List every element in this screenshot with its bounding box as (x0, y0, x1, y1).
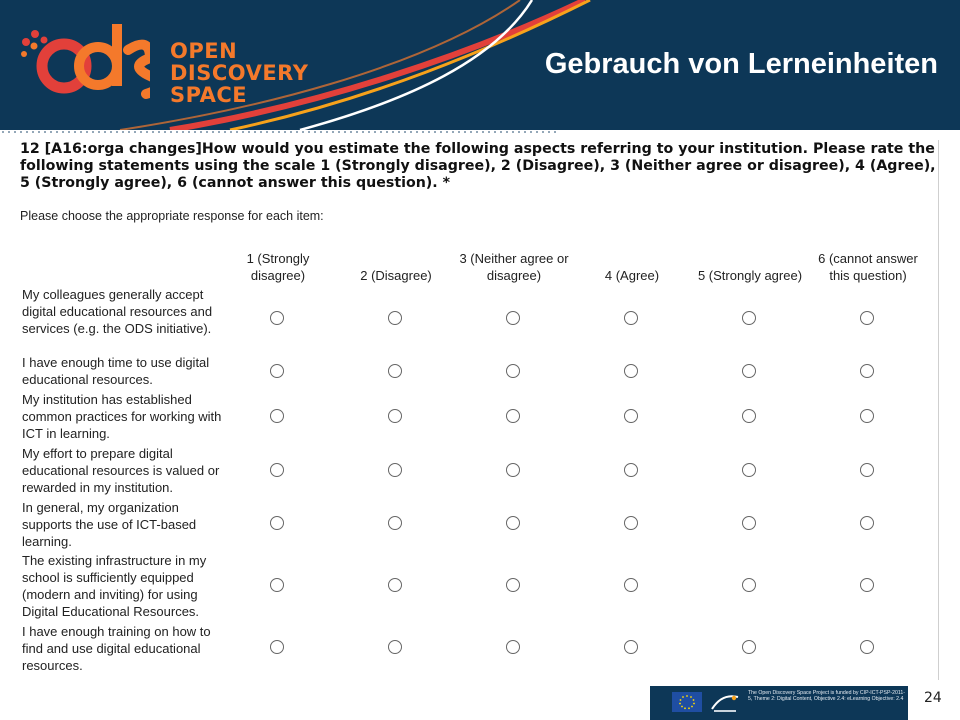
survey-question: 12 [A16:orga changes]How would you estimate the following aspects referring to your institution. Please rate the following statements using the scale 1 (Strongly disagree), 2 (Disagree), 3 (Neither agree or disagree), 4 (Agree), 5 (Strongly agree), 6 (cannot answer this question). * (20, 141, 936, 191)
radio-row4-col2[interactable] (388, 463, 402, 477)
column-header-6: 6 (cannot answer this question) (818, 251, 918, 283)
radio-row1-col5[interactable] (742, 311, 756, 325)
radio-row2-col2[interactable] (388, 364, 402, 378)
survey-instruction: Please choose the appropriate response for each item: (20, 209, 324, 223)
radio-row7-col5[interactable] (742, 640, 756, 654)
radio-row7-col6[interactable] (860, 640, 874, 654)
radio-row2-col3[interactable] (506, 364, 520, 378)
radio-row7-col3[interactable] (506, 640, 520, 654)
radio-row2-col1[interactable] (270, 364, 284, 378)
radio-row6-col5[interactable] (742, 578, 756, 592)
slide-header (0, 0, 960, 130)
radio-row2-col5[interactable] (742, 364, 756, 378)
column-header-2: 2 (Disagree) (360, 268, 432, 283)
radio-row3-col1[interactable] (270, 409, 284, 423)
ods-logo (20, 20, 309, 107)
column-header-5: 5 (Strongly agree) (697, 268, 803, 283)
radio-row4-col4[interactable] (624, 463, 638, 477)
radio-row3-col6[interactable] (860, 409, 874, 423)
radio-row2-col6[interactable] (860, 364, 874, 378)
radio-row3-col4[interactable] (624, 409, 638, 423)
radio-row5-col6[interactable] (860, 516, 874, 530)
row-label-5: In general, my organization supports the use of ICT-based learning. (22, 500, 197, 549)
ods-logo-mark-icon (20, 20, 150, 100)
row-label-7: I have enough training on how to find and use digital educational resources. (22, 624, 211, 673)
radio-row1-col3[interactable] (506, 311, 520, 325)
radio-row4-col1[interactable] (270, 463, 284, 477)
radio-row1-col6[interactable] (860, 311, 874, 325)
page-number: 24 (924, 690, 942, 706)
radio-row1-col1[interactable] (270, 311, 284, 325)
radio-row4-col3[interactable] (506, 463, 520, 477)
radio-row5-col2[interactable] (388, 516, 402, 530)
row-label-4: My effort to prepare digital educational resources is valued or rewarded in my institution. (22, 446, 220, 495)
funding-banner (650, 686, 908, 720)
logo-wordmark (170, 40, 308, 106)
radio-row7-col1[interactable] (270, 640, 284, 654)
radio-row2-col4[interactable] (624, 364, 638, 378)
row-label-1: My colleagues generally accept digital educational resources and services (e.g. the ODS initiative). (22, 287, 213, 336)
radio-row6-col1[interactable] (270, 578, 284, 592)
slide-title: Gebrauch von Lerneinheiten (544, 48, 938, 80)
row-label-6: The existing infrastructure in my school is sufficiently equipped (modern and inviting) for using Digital Educational Resources. (22, 553, 207, 619)
radio-row5-col4[interactable] (624, 516, 638, 530)
radio-row1-col4[interactable] (624, 311, 638, 325)
radio-row5-col3[interactable] (506, 516, 520, 530)
funding-text: The Open Discovery Space Project is funded by CIP-ICT-PSP-2011-5, Theme 2: Digital Content, Objective 2.4: eLearning Objective: 2.4 (748, 690, 906, 703)
radio-row4-col5[interactable] (742, 463, 756, 477)
dotted-divider (0, 130, 560, 134)
radio-row7-col4[interactable] (624, 640, 638, 654)
content-border (938, 140, 939, 680)
logo-line-space: SPACE (170, 83, 248, 107)
radio-row6-col6[interactable] (860, 578, 874, 592)
radio-row3-col5[interactable] (742, 409, 756, 423)
column-header-4: 4 (Agree) (604, 268, 660, 283)
radio-row3-col3[interactable] (506, 409, 520, 423)
row-label-3: My institution has established common practices for working with ICT in learning. (22, 392, 222, 441)
radio-row4-col6[interactable] (860, 463, 874, 477)
radio-row1-col2[interactable] (388, 311, 402, 325)
logo-line-discovery: DISCOVERY (170, 61, 309, 85)
row-label-2: I have enough time to use digital educational resources. (22, 355, 210, 387)
logo-line-open: OPEN (170, 39, 238, 63)
radio-row5-col5[interactable] (742, 516, 756, 530)
eu-flag-icon (672, 692, 702, 712)
radio-row3-col2[interactable] (388, 409, 402, 423)
radio-row6-col3[interactable] (506, 578, 520, 592)
column-header-3: 3 (Neither agree or disagree) (459, 251, 569, 283)
radio-row5-col1[interactable] (270, 516, 284, 530)
radio-row7-col2[interactable] (388, 640, 402, 654)
radio-row6-col2[interactable] (388, 578, 402, 592)
column-header-1: 1 (Strongly disagree) (246, 251, 310, 283)
cip-programme-logo-icon (710, 691, 740, 715)
radio-row6-col4[interactable] (624, 578, 638, 592)
